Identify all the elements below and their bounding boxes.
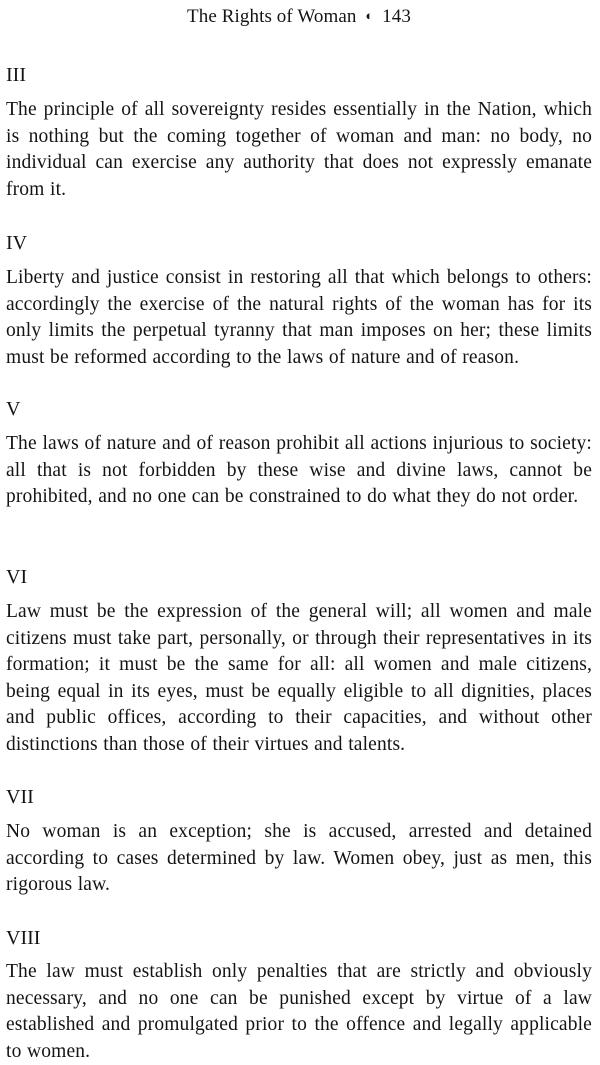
separator-ornament-icon: ◐ [365,8,374,23]
article-numeral: VII [6,786,34,808]
article-text: Law must be the expression of the general will; all women and male citizens must take part, personally, or through their representatives in its formation; it must be the same for all: all women and male citizens, being equal in its eyes, must be equally eligible to all dignities, places and public offices, according to their capacities, and without other distinctions than those of their virtues and talents. [6,601,592,755]
article-text: Liberty and justice consist in restoring all that which belongs to others: accordingly the exercise of the natural rights of the woman has for its only limits the perpetual tyranny that man imposes on her; these limits must be reformed according to the laws of nature and of reason. [6,267,592,368]
article-vii [6,785,592,899]
running-head-title: The Rights of Woman [187,6,357,27]
article-numeral: IV [6,232,28,254]
article-text: No woman is an exception; she is accused, arrested and detained according to cases determined by law. Women obey, just as men, this rigorous law. [6,821,592,896]
article-numeral: VI [6,566,28,588]
article-text: The laws of nature and of reason prohibit all actions injurious to society: all that is not forbidden by these wise and divine laws, cannot be prohibited, and no one can be constrained to do what they do not order. [6,433,592,508]
article-vi [6,565,592,759]
article-v [6,397,592,511]
article-iii [6,63,592,203]
page-number: 143 [382,6,411,27]
article-numeral: VIII [6,927,41,949]
article-iv [6,231,592,371]
article-viii [6,926,592,1065]
article-numeral: V [6,398,21,420]
running-head [6,0,592,31]
article-text: The law must establish only penalties that are strictly and obviously necessary, and no one can be punished except by virtue of a law established and promulgated prior to the offence and legally applicable to women. [6,961,592,1062]
article-text: The principle of all sovereignty resides essentially in the Nation, which is nothing but the coming together of woman and man: no body, no individual can exercise any authority that does not expressly emanate from it. [6,99,592,200]
article-numeral: III [6,64,26,86]
